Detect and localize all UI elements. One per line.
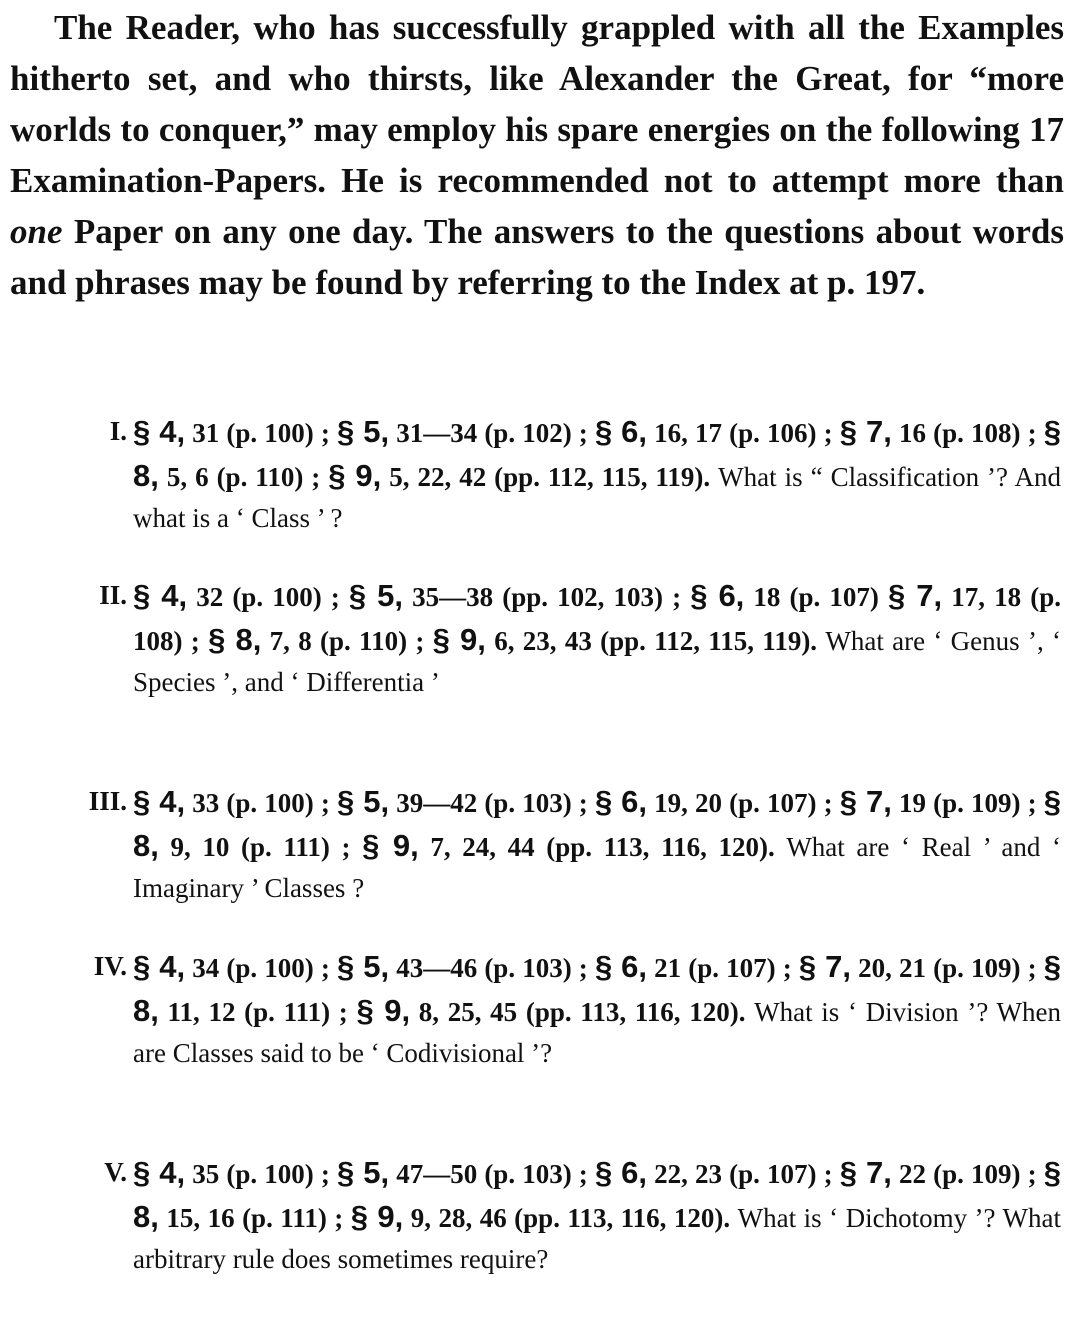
section-ref: § 9,	[432, 621, 486, 657]
paper-body	[133, 1152, 1061, 1281]
intro-text-2: Paper on any one day. The answers to the questions about words and phrases may be found by referring to the Index at p. 197.	[10, 212, 1064, 302]
ref-text: 16 (p. 108) ;	[891, 418, 1044, 448]
ref-text: 21 (p. 107) ;	[647, 953, 799, 983]
ref-text: 11, 12 (p. 111) ;	[158, 996, 357, 1027]
section-ref: § 4,	[133, 578, 188, 613]
section-ref: § 7,	[888, 578, 943, 613]
section-ref: § 6,	[594, 1155, 648, 1190]
section-ref: § 8,	[208, 621, 262, 657]
paper-question: What is ‘ Dichotomy ’? What arbitrary rule does sometimes require?	[133, 1202, 1061, 1274]
ref-text: 8, 25, 45 (pp. 113, 116, 120).	[410, 996, 755, 1027]
paper-number: II.	[99, 580, 127, 610]
section-ref: § 7,	[839, 1155, 892, 1190]
intro-text-1: The Reader, who has successfully grappled with all the Examples hitherto set, and who thirsts, like Alexander the Great, for “more worlds to conquer,” may employ his spare energies on the following 17 Examination-Papers. He is recommended not to attempt more than	[10, 8, 1064, 200]
section-ref: § 4,	[133, 414, 186, 449]
ref-text: 20, 21 (p. 109) ;	[851, 953, 1044, 983]
ref-text: 34 (p. 100) ;	[185, 953, 337, 983]
ref-text: 35 (p. 100) ;	[185, 1159, 337, 1189]
ref-text: 47—50 (p. 103) ;	[389, 1159, 595, 1189]
section-ref: § 6,	[594, 784, 648, 819]
paper-number: I.	[109, 416, 127, 446]
paper-number: IV.	[93, 951, 127, 981]
paper-number: III.	[88, 786, 127, 816]
section-ref: § 5,	[336, 1155, 390, 1190]
section-ref: § 9,	[362, 827, 419, 863]
ref-text: 5, 22, 42 (pp. 112, 115, 119).	[381, 461, 719, 492]
section-ref: § 4,	[133, 1155, 186, 1190]
section-ref: § 6,	[594, 949, 648, 984]
paper-body	[133, 781, 1061, 910]
ref-text: 35—38 (pp. 102, 103) ;	[403, 582, 691, 612]
ref-text: 9, 10 (p. 111) ;	[158, 831, 363, 862]
intro-paragraph	[10, 2, 1064, 308]
section-ref: § 6,	[690, 578, 745, 613]
paper-body	[133, 946, 1061, 1075]
section-ref: § 5,	[348, 578, 403, 613]
ref-text: 6, 23, 43 (pp. 112, 115, 119).	[485, 625, 826, 656]
ref-text: 43—46 (p. 103) ;	[389, 953, 595, 983]
section-ref: § 7,	[839, 784, 892, 819]
ref-text: 22, 23 (p. 107) ;	[647, 1159, 840, 1189]
section-ref: § 8,	[133, 784, 1061, 863]
section-ref: § 7,	[798, 949, 851, 984]
section-ref: § 9,	[350, 1198, 404, 1234]
ref-text: 16, 17 (p. 106) ;	[647, 418, 840, 448]
section-ref: § 9,	[328, 457, 382, 493]
section-ref: § 5,	[336, 784, 390, 819]
ref-text: 22 (p. 109) ;	[891, 1159, 1044, 1189]
section-ref: § 5,	[336, 414, 390, 449]
ref-text: 19 (p. 109) ;	[891, 788, 1044, 818]
ref-text: 39—42 (p. 103) ;	[389, 788, 595, 818]
ref-text: 19, 20 (p. 107) ;	[647, 788, 840, 818]
paper-question: What is “ Classification ’? And what is a ‘ Class ’ ?	[133, 461, 1062, 533]
paper-body	[133, 411, 1061, 540]
paper-question: What are ‘ Real ’ and ‘ Imaginary ’ Classes ?	[133, 831, 1061, 903]
section-ref: § 5,	[336, 949, 390, 984]
ref-text: 15, 16 (p. 111) ;	[158, 1202, 351, 1233]
section-ref: § 4,	[133, 784, 186, 819]
section-ref: § 8,	[133, 414, 1061, 493]
section-ref: § 4,	[133, 949, 186, 984]
ref-text: 18 (p. 107)	[744, 582, 889, 612]
intro-emphasis: one	[10, 212, 63, 251]
paper-number: V.	[104, 1157, 127, 1187]
ref-text: 7, 24, 44 (pp. 113, 116, 120).	[418, 831, 787, 862]
ref-text: 31 (p. 100) ;	[185, 418, 337, 448]
ref-text: 31—34 (p. 102) ;	[389, 418, 595, 448]
section-ref: § 6,	[594, 414, 648, 449]
ref-text: 5, 6 (p. 110) ;	[158, 461, 329, 492]
ref-text: 9, 28, 46 (pp. 113, 116, 120).	[403, 1202, 738, 1233]
ref-text: 33 (p. 100) ;	[185, 788, 337, 818]
ref-text: 7, 8 (p. 110) ;	[261, 625, 433, 656]
paper-question: What is ‘ Division ’? When are Classes said to be ‘ Codivisional ’?	[133, 996, 1061, 1068]
section-ref: § 9,	[356, 992, 411, 1028]
ref-text: 32 (p. 100) ;	[187, 582, 349, 612]
ref-text: 17, 18 (p. 108) ;	[133, 582, 1061, 656]
section-ref: § 8,	[133, 1155, 1061, 1234]
section-ref: § 7,	[839, 414, 892, 449]
section-ref: § 8,	[133, 949, 1061, 1028]
paper-body	[133, 575, 1061, 704]
paper-question: What are ‘ Genus ’, ‘ Species ’, and ‘ Differentia ’	[133, 625, 1061, 697]
